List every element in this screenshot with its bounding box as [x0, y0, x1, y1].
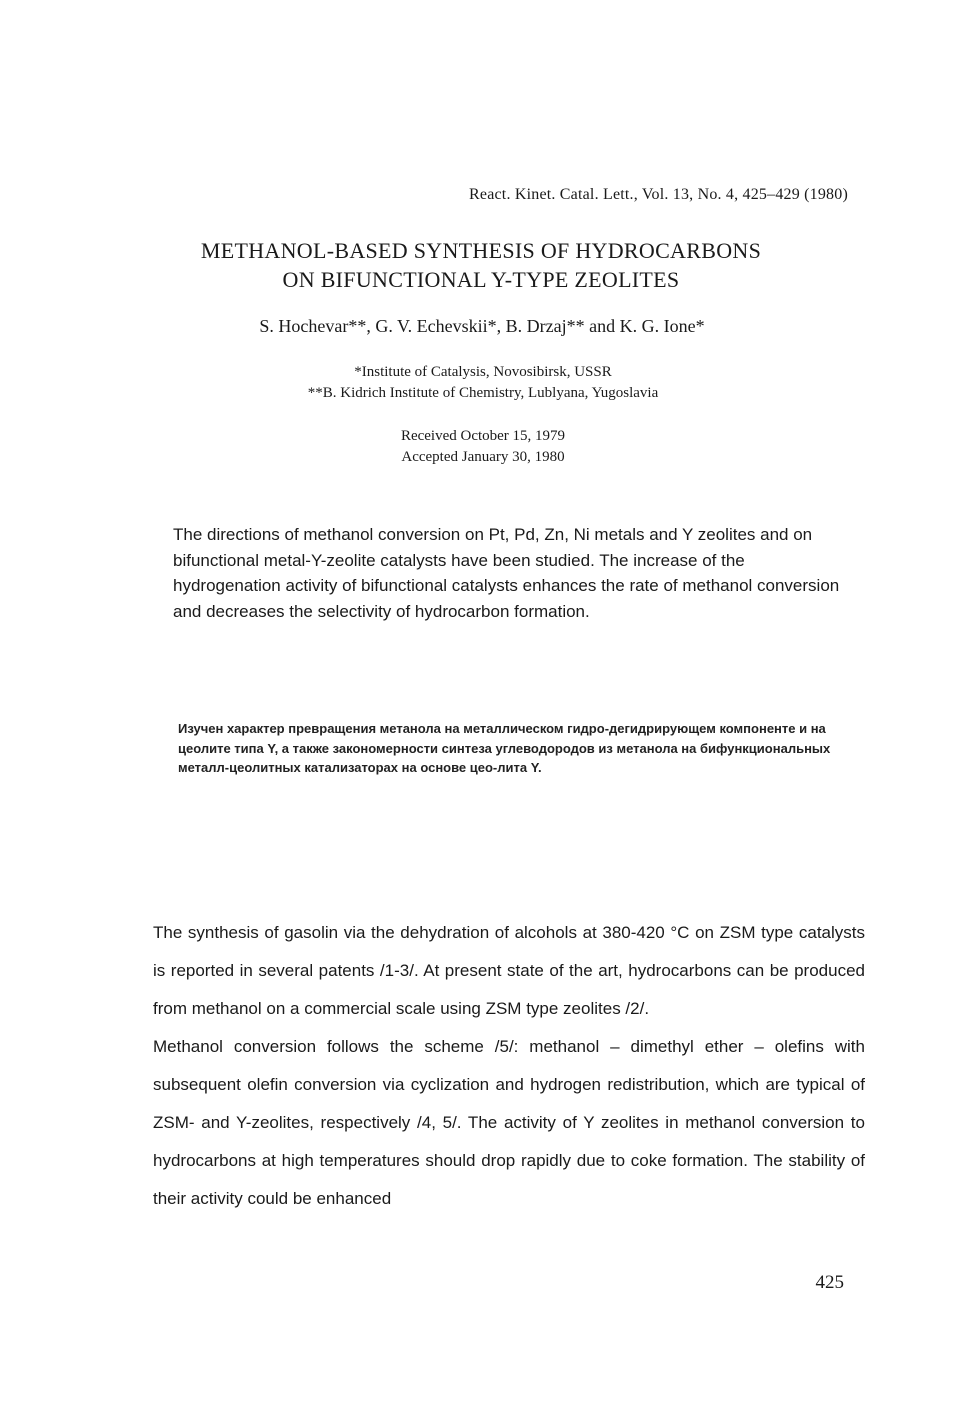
abstract-russian: Изучен характер превращения метанола на металлическом гидро-дегидрирующем компоненте и на цеолите типа Y, а также закономерности синтеза углеводородов из метанола на бифункциональных металл-цеолитных катализаторах на основе цео-лита Y. [178, 721, 831, 775]
affiliation-1: *Institute of Catalysis, Novosibirsk, USSR [354, 364, 612, 380]
body-paragraph-2: Methanol conversion follows the scheme /5/: methanol – dimethyl ether – olefins with subsequent olefin conversion via cyclization and hydrogen redistribution, which are typical of ZSM- and Y-zeolites, respectively /4, 5/. The activity of Y zeolites in methanol conversion to hydrocarbons at high temperatures should drop rapidly due to coke formation. The stability of their activity could be enhanced [153, 1037, 865, 1208]
accepted-date: Accepted January 30, 1980 [401, 449, 565, 465]
paper-title [0, 236, 962, 294]
submission-dates [0, 426, 966, 468]
journal-reference: React. Kinet. Catal. Lett., Vol. 13, No. 4, 425–429 (1980) [469, 186, 848, 203]
body-text [153, 914, 865, 1218]
body-paragraph-1: The synthesis of gasolin via the dehydration of alcohols at 380-420 °C on ZSM type catalysts is reported in several patents /1-3/. At present state of the art, hydrocarbons can be produced from methanol on a commercial scale using ZSM type zeolites /2/. [153, 923, 865, 1018]
title-line-2: ON BIFUNCTIONAL Y-TYPE ZEOLITES [282, 267, 680, 292]
author-list: S. Hochevar**, G. V. Echevskii*, B. Drzaj** and K. G. Ione* [259, 316, 705, 336]
abstract-english: The directions of methanol conversion on Pt, Pd, Zn, Ni metals and Y zeolites and on bifunctional metal-Y-zeolite catalysts have been studied. The increase of the hydrogenation activity of bifunctional catalysts enhances the rate of methanol conversion and decreases the selectivity of hydrocarbon formation. [173, 525, 840, 621]
received-date: Received October 15, 1979 [400, 428, 566, 444]
affiliations [0, 362, 966, 404]
title-line-1: METHANOL-BASED SYNTHESIS OF HYDROCARBONS [200, 238, 762, 263]
page-number: 425 [815, 1272, 844, 1293]
affiliation-2: **B. Kidrich Institute of Chemistry, Lublyana, Yugoslavia [307, 385, 659, 401]
